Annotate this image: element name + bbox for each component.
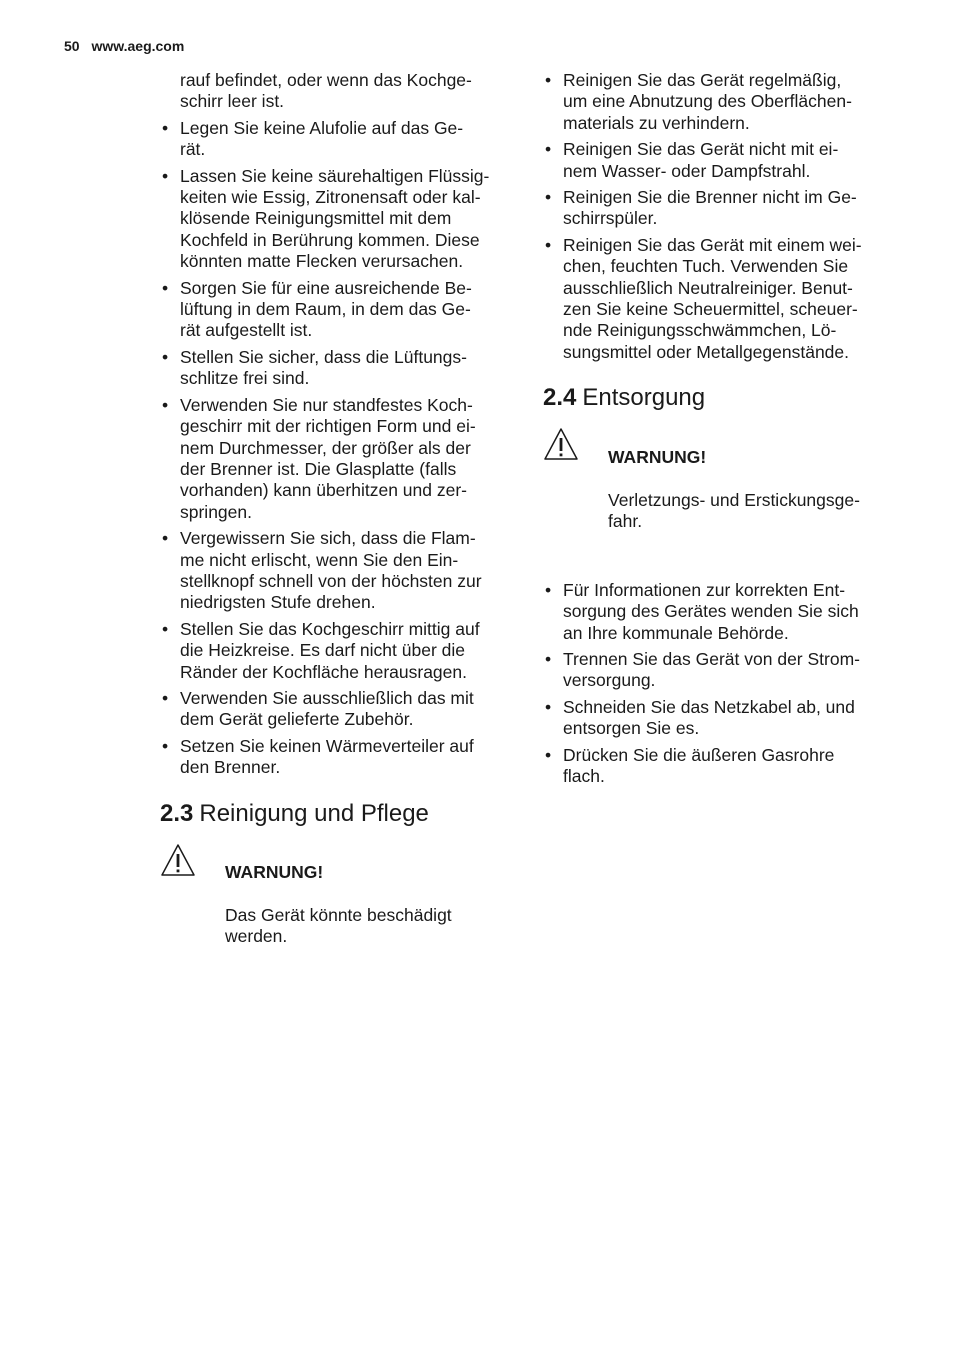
- list-item: • Vergewissern Sie sich, dass die Flam- me nicht erlischt, wenn Sie den Ein- stellknopf schnell von der höchsten zur niedrigsten Stufe drehen.: [160, 528, 515, 614]
- list-item: • Trennen Sie das Gerät von der Strom- versorgung.: [543, 649, 893, 692]
- list-item: • Reinigen Sie das Gerät nicht mit ei- nem Wasser- oder Dampfstrahl.: [543, 139, 893, 182]
- warning-text: Das Gerät könnte beschädigt werden.: [225, 904, 452, 947]
- continuation-text: rauf befindet, oder wenn das Kochge- schirr leer ist.: [180, 70, 472, 112]
- section-heading-2-3: [160, 799, 515, 829]
- section-title: Reinigung und Pflege: [199, 799, 429, 827]
- warning-label: WARNUNG!: [608, 446, 707, 467]
- warning-box: [160, 841, 515, 969]
- warning-triangle-icon: [543, 427, 579, 461]
- page-header: [64, 38, 184, 54]
- warning-text: Verletzungs- und Erstickungsge- fahr.: [608, 489, 860, 531]
- safety-list: [160, 118, 515, 779]
- warning-triangle-icon: [160, 843, 196, 877]
- right-column: [543, 70, 893, 792]
- list-item: • Legen Sie keine Alufolie auf das Ge- rät.: [160, 118, 515, 161]
- site-url: www.aeg.com: [91, 38, 185, 54]
- list-item: • Reinigen Sie das Gerät mit einem wei- chen, feuchten Tuch. Verwenden Sie ausschließlich Neutralreiniger. Benut- zen Sie keine Scheuermittel, scheuer- nde Reinigungsschwämmchen, Lö- sungsmittel oder Metallgegenstände.: [543, 235, 893, 363]
- list-item: • Setzen Sie keinen Wärmeverteiler auf den Brenner.: [160, 736, 515, 779]
- left-column: [160, 70, 515, 969]
- list-item: • Schneiden Sie das Netzkabel ab, und entsorgen Sie es.: [543, 697, 893, 740]
- section-number: 2.3: [160, 799, 194, 827]
- list-item: • Reinigen Sie die Brenner nicht im Ge- schirrspüler.: [543, 187, 893, 230]
- list-item: • Für Informationen zur korrekten Ent- sorgung des Gerätes wenden Sie sich an Ihre kommunale Behörde.: [543, 580, 893, 644]
- list-item: • Verwenden Sie nur standfestes Koch- geschirr mit der richtigen Form und ei- nem Durchmesser, der größer als der der Brenner ist. Die Glasplatte (falls vorhanden) kann überhitzen und zer- springen.: [160, 395, 515, 523]
- warning-box: [543, 425, 893, 553]
- disposal-list: [543, 580, 893, 788]
- section-number: 2.4: [543, 384, 577, 412]
- section-heading-2-4: [543, 383, 893, 413]
- list-item: • Lassen Sie keine säurehaltigen Flüssig- keiten wie Essig, Zitronensaft oder kal- klösende Reinigungsmittel mit dem Kochfeld in Berührung kommen. Diese könnten matte Flecken verursachen.: [160, 166, 515, 273]
- warning-label: WARNUNG!: [225, 862, 324, 882]
- list-item: • Sorgen Sie für eine ausreichende Be- lüftung in dem Raum, in dem das Ge- rät aufgestellt ist.: [160, 278, 515, 342]
- section-title: Entsorgung: [582, 384, 706, 412]
- cleaning-list: [543, 70, 893, 363]
- list-item: • Drücken Sie die äußeren Gasrohre flach.: [543, 745, 893, 788]
- page-number: 50: [64, 38, 80, 54]
- list-item: • Stellen Sie das Kochgeschirr mittig auf die Heizkreise. Es darf nicht über die Ränder der Kochfläche herausragen.: [160, 619, 515, 683]
- list-item: • Stellen Sie sicher, dass die Lüftungs- schlitze frei sind.: [160, 347, 515, 390]
- list-item: • Reinigen Sie das Gerät regelmäßig, um eine Abnutzung des Oberflächen- materials zu verhindern.: [543, 70, 893, 134]
- list-item: • Verwenden Sie ausschließlich das mit dem Gerät gelieferte Zubehör.: [160, 688, 515, 731]
